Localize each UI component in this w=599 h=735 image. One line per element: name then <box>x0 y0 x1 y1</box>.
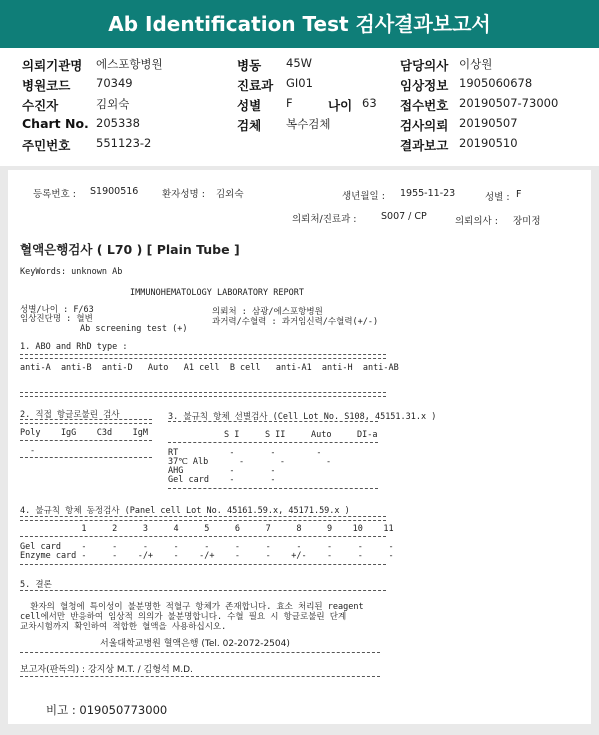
screening-header-rule <box>168 442 378 443</box>
clinical-info-label: 임상정보 <box>400 78 449 93</box>
panel-row-gel: Gel card - - - - - - - - - - - <box>20 542 394 552</box>
lab-contact: 서울대학교병원 혈액은행 (Tel. 02-2072-2504) <box>100 639 290 649</box>
dat-result: - <box>30 446 36 456</box>
sex-value: F <box>286 96 293 110</box>
reg-no-label: 등록번호 : <box>33 189 76 200</box>
clinical-diagnosis-line: 임상진단명 : 혈변 <box>20 314 93 324</box>
doctor-label: 담당의사 <box>400 58 449 73</box>
specimen-value: 복수검체 <box>286 117 331 131</box>
ward-label: 병동 <box>237 58 262 73</box>
request-date-value: 20190507 <box>459 116 518 130</box>
age-label: 나이 <box>328 98 353 113</box>
specimen-label: 검체 <box>237 118 262 133</box>
reporter-rule <box>20 676 380 677</box>
chart-no-value: 205338 <box>96 116 140 130</box>
ordering-doctor-value: 장미정 <box>513 216 541 227</box>
department-value: GI01 <box>286 76 313 90</box>
receipt-label: 접수번호 <box>400 98 449 113</box>
screening-row-rt: RT - - - <box>168 448 322 458</box>
age-value: 63 <box>362 96 377 110</box>
exam-title: 혈액은행검사 ( L70 ) [ Plain Tube ] <box>20 242 240 257</box>
patient-label: 수진자 <box>22 98 59 113</box>
abo-bottom-rule <box>20 392 386 397</box>
conclusion-line-3: 교차시험까지 확인하여 적합한 혈액을 사용하십시오. <box>20 622 227 632</box>
section-abo-title: 1. ABO and RhD type : <box>20 342 128 352</box>
patient-name-value: 김외숙 <box>216 189 244 200</box>
dept-label: 의뢰처/진료과 : <box>292 214 357 225</box>
patient-info-panel <box>0 48 599 166</box>
report-date-value: 20190510 <box>459 136 518 150</box>
hospital-label: 의뢰기관명 <box>22 58 83 73</box>
sex-label: 성별 <box>237 98 262 113</box>
keywords: KeyWords: unknown Ab <box>20 267 123 277</box>
panel-header-rule <box>20 536 386 537</box>
screening-row-alb: 37℃ Alb - - - <box>168 457 332 467</box>
dob-label: 생년월일 : <box>342 191 385 202</box>
section-dat-title: 2. 직접 항글로불린 검사 <box>20 410 120 420</box>
ssn-label: 주민번호 <box>22 138 71 153</box>
department-label: 진료과 <box>237 78 274 93</box>
report-title-banner: Ab Identification Test 검사결과보고서 <box>0 0 599 48</box>
report-date-label: 결과보고 <box>400 138 449 153</box>
ssn-value: 551123-2 <box>96 136 152 150</box>
clinical-info-value: 1905060678 <box>459 76 533 90</box>
patient-value: 김외숙 <box>96 97 130 111</box>
request-date-label: 검사의뢰 <box>400 118 449 133</box>
chart-no-label: Chart No. <box>22 116 89 131</box>
ward-value: 45W <box>286 56 313 70</box>
conclusion-line-1: 환자의 혈청에 특이성이 불분명한 적혈구 항체가 존재합니다. 효소 처리된 reagent <box>20 602 364 612</box>
hospital-code-value: 70349 <box>96 76 133 90</box>
panel-rule <box>20 516 386 521</box>
patient-name-label: 환자성명 : <box>162 189 205 200</box>
dat-rule <box>20 419 152 424</box>
reg-no-value: S1900516 <box>90 186 139 197</box>
dat-column-headers: Poly IgG C3d IgM <box>20 428 148 438</box>
dat-header-rule <box>20 440 152 441</box>
abo-double-rule <box>20 354 386 359</box>
note-line: 비고 : 019050773000 <box>46 703 168 717</box>
conclusion-rule <box>20 590 386 591</box>
screening-column-headers: S I S II Auto DI-a <box>224 430 378 440</box>
section-conclusion-title: 5. 결론 <box>20 580 52 590</box>
section-screening-title: 3. 불규칙 항체 선별검사 (Cell Lot No. S108, 45151.31.x ) <box>168 412 437 422</box>
panel-column-headers: 1 2 3 4 5 6 7 8 9 10 11 <box>20 524 394 534</box>
source-line: 의뢰처 : 삼광/에스포항병원 <box>212 307 323 317</box>
conclusion-line-2: cell에서만 반응하여 임상적 의의가 불분명합니다. 수혈 필요 시 항글로불린 단계 <box>20 612 347 622</box>
dat-bottom-rule <box>20 457 152 458</box>
dept-value: S007 / CP <box>381 211 427 222</box>
screening-row-gel: Gel card - - <box>168 475 276 485</box>
doctor-value: 이상원 <box>459 57 493 71</box>
history-line: 과거력/수혈력 : 과거임신력/수혈력(+/-) <box>212 317 379 327</box>
ordering-doctor-label: 의뢰의사 : <box>455 216 498 227</box>
screening-row-ahg: AHG - - <box>168 466 276 476</box>
panel-row-enzyme: Enzyme card - - -/+ - -/+ - - +/- - - - <box>20 551 394 561</box>
receipt-value: 20190507-73000 <box>459 96 559 110</box>
abo-column-headers: anti-A anti-B anti-D Auto A1 cell B cell anti-A1 anti-H anti-AB <box>20 363 399 373</box>
scan-sex-label: 성별 : <box>485 192 510 203</box>
scanned-lab-report <box>8 170 591 724</box>
screening-rule <box>168 421 378 422</box>
dob-value: 1955-11-23 <box>400 188 456 199</box>
screening-bottom-rule <box>168 488 378 489</box>
reporter-line: 보고자(판독의) : 강지상 M.T. / 김형석 M.D. <box>20 665 193 675</box>
hospital-code-label: 병원코드 <box>22 78 71 93</box>
scan-sex-value: F <box>516 189 522 200</box>
panel-bottom-rule <box>20 564 386 565</box>
section-panel-title: 4. 불규칙 항체 동정검사 (Panel cell Lot No. 45161.59.x, 45171.59.x ) <box>20 506 350 516</box>
sex-age-line: 성별/나이 : F/63 <box>20 305 94 315</box>
screening-line: Ab screening test (+) <box>80 324 188 334</box>
hospital-value: 에스포항병원 <box>96 57 163 71</box>
lab-report-title: IMMUNOHEMATOLOGY LABORATORY REPORT <box>130 288 304 298</box>
lab-rule <box>20 652 380 653</box>
